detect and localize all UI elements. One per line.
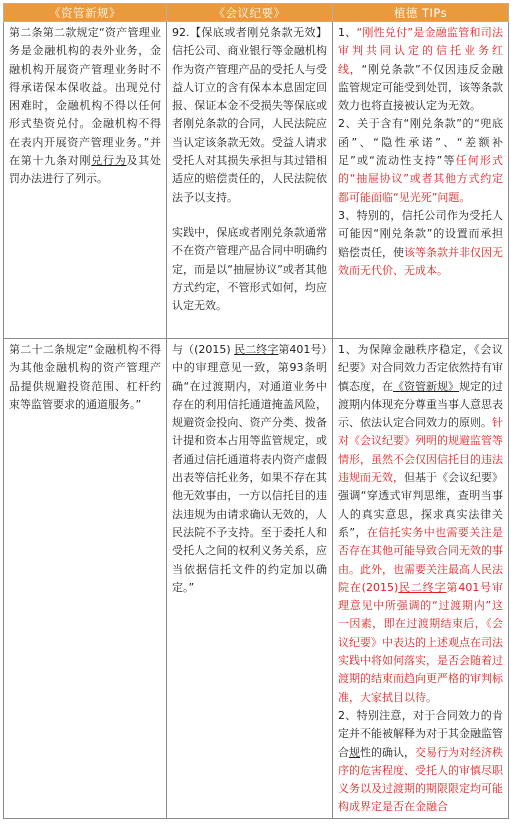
header-meeting-minutes: 《会议纪要》 <box>167 4 333 22</box>
row1-col1-cell <box>4 22 167 339</box>
row2-col1-cell <box>4 339 167 819</box>
article-93-text: 与（(2015) 民二终字第401号）中的审理意见一致，第93条明确“在过渡期内，对通道业务中存在的利用信托通道掩盖风险，规避资金投向、资产分类、拨备计提和资本占用等监管规定，或者通过信托通道将表内资产虚假出表等信托业务，如果不存在其他无效事由，一方以信托目的违法违规为由请求确认无效的，人民法院不予支持。至于委托人和受托人之间的权利义务关系，应当依据信托文件的约定加以确定。” <box>172 343 328 594</box>
row2-col2-cell <box>167 339 333 819</box>
practice-note-text: 实践中，保底或者刚兑条款通常不在资产管理产品合同中明确约定，而是以“抽屉协议”或者其他方式约定，不管形式如何，均应认定无效。 <box>172 225 327 313</box>
tip-2-text: 2、特别注意，对于合同效力的肯定并不能被解释为对于其金融监管合规性的确认，交易行为对经济秩序的危害程度、受托人的审慎尽职义务以及过渡期的期限限定均可能构成界定是否在金融合 <box>338 708 503 814</box>
tip-1-text: 1、为保障金融秩序稳定，《会议纪要》对合同效力否定依然持有审慎态度，在《资管新规》规定的过渡期内体现充分尊重当事人意思表示、依法认定合同效力的原则。针对《会议纪要》列明的规避监管等情形，虽然不会仅因信托目的违法违规而无效，但基于《会议纪要》强调“穿透式审判思维，查明当事人的真实意思，探求真实法律关系”，在信托实务中也需要关注是否存在其他可能导致合同无效的事由。此外，也需要关注最高人民法院在(2015)民二终字第401号审理意见中所强调的“过渡期内”这一因素，即在过渡期结束后，《会议纪要》中表达的上述观点在司法实践中将如何落实，是否会随着过渡期的结束而趋向更严格的审判标准，大家拭目以待。 <box>338 343 504 704</box>
article-92-text: 92.【保底或者刚兑条款无效】信托公司、商业银行等金融机构作为资产管理产品的受托人与受益人订立的含有保本本息固定回报、保证本金不受损失等保底或者刚兑条款的合同，人民法院应当认定该条款无效。受益人请求受托人对其损失承担与其过错相适应的赔偿责任的，人民法院依法予以支持。 <box>172 26 327 204</box>
row2-col3-cell <box>333 339 509 819</box>
rigid-redemption-term: 兑行为 <box>91 154 127 168</box>
header-row <box>4 4 509 22</box>
table-row <box>4 339 509 819</box>
comparison-table <box>3 3 509 819</box>
article-22-text: 第二十二条规定“金融机构不得为其他金融机构的资产管理产品提供规避投资范围、杠杆约束等监管要求的通道服务。” <box>9 343 161 411</box>
row1-col3-cell <box>333 22 509 339</box>
paragraph-gap <box>172 207 327 224</box>
table-row <box>4 22 509 339</box>
tip-3-text: 3、特别的，信托公司作为受托人可能因“刚兑条款”的设置而承担赔偿责任，使该等条款并非仅因无效而无代价、无成本。 <box>338 208 503 277</box>
tip-2-text: 2、关于含有“刚兑条款”的“兜底函”、“隐性承诺”、“差额补足”或“流动性支持”等任何形式的“抽屉协议”或者其他方式约定都可能面临“见光死”问题。 <box>338 117 503 204</box>
header-tips: 植德 TIPs <box>333 4 509 22</box>
header-asset-mgmt-rules: 《资管新规》 <box>4 4 167 22</box>
case-number-ref: 民二终字 <box>234 343 279 356</box>
article-2-text: 第二条第二款规定“资产管理业务是金融机构的表外业务，金融机构开展资产管理业务时不得承诺保本保收益。出现兑付困难时，金融机构不得以任何形式垫资兑付。金融机构不得在表内开展资产管理业务。”并在第十九条对刚兑行为及其处罚办法进行了列示。 <box>9 26 161 186</box>
tip-1-text: 1、“刚性兑付”是金融监管和司法审判共同认定的信托业务红线，“刚兑条款”不仅因违反金融监管规定可能受到处罚，该等条款效力也将直接被认定为无效。 <box>338 26 503 113</box>
row1-col2-cell <box>167 22 333 339</box>
